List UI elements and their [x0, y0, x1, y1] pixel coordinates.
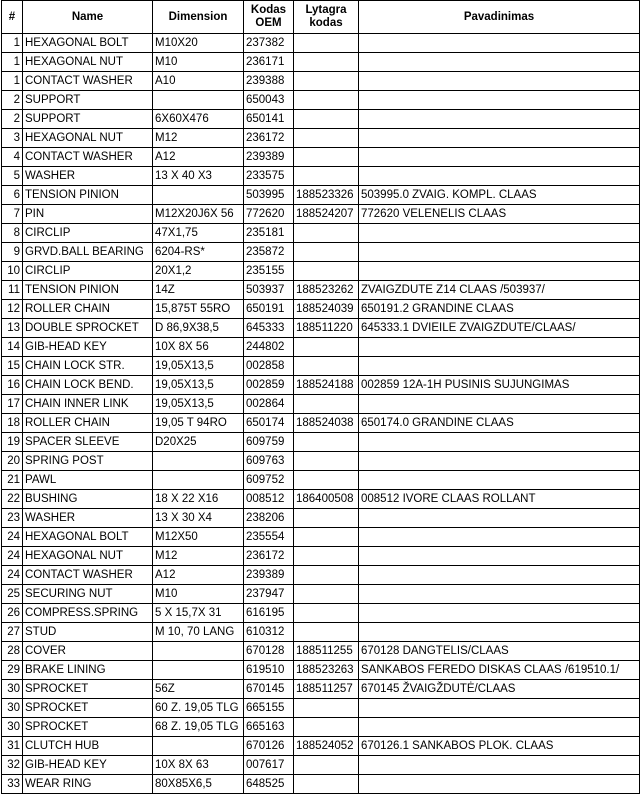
cell-pavadinimas: [359, 756, 640, 775]
table-row: [2, 262, 640, 281]
cell-name: SECURING NUT: [23, 585, 153, 604]
cell-dimension: M10: [153, 585, 244, 604]
cell-oem: 239388: [244, 72, 294, 91]
cell-oem: 610312: [244, 623, 294, 642]
cell-oem: 002864: [244, 395, 294, 414]
cell-name: BUSHING: [23, 490, 153, 509]
cell-dimension: 80X85X6,5: [153, 775, 244, 794]
cell-lytagra: [294, 53, 359, 72]
cell-oem: 239389: [244, 566, 294, 585]
cell-name: SPROCKET: [23, 680, 153, 699]
table-row: [2, 471, 640, 490]
cell-oem: 670128: [244, 642, 294, 661]
cell-oem: 650141: [244, 110, 294, 129]
table-row: [2, 300, 640, 319]
cell-dimension: 10X 8X 63: [153, 756, 244, 775]
table-row: [2, 72, 640, 91]
cell-num: 5: [2, 167, 23, 186]
cell-name: BRAKE LINING: [23, 661, 153, 680]
cell-name: HEXAGONAL NUT: [23, 547, 153, 566]
cell-pavadinimas: 670145 ŽVAIGŽDUTĖ/CLAAS: [359, 680, 640, 699]
cell-dimension: 47X1,75: [153, 224, 244, 243]
cell-num: 30: [2, 699, 23, 718]
cell-pavadinimas: [359, 110, 640, 129]
cell-num: 22: [2, 490, 23, 509]
cell-num: 18: [2, 414, 23, 433]
cell-oem: 670145: [244, 680, 294, 699]
cell-name: ROLLER CHAIN: [23, 300, 153, 319]
cell-pavadinimas: [359, 224, 640, 243]
cell-lytagra: [294, 148, 359, 167]
cell-oem: 233575: [244, 167, 294, 186]
cell-num: 24: [2, 528, 23, 547]
cell-name: STUD: [23, 623, 153, 642]
cell-name: CLUTCH HUB: [23, 737, 153, 756]
cell-dimension: M10: [153, 53, 244, 72]
table-row: [2, 452, 640, 471]
table-row: [2, 376, 640, 395]
cell-lytagra: 188524207: [294, 205, 359, 224]
cell-lytagra: 188524188: [294, 376, 359, 395]
cell-name: CONTACT WASHER: [23, 566, 153, 585]
cell-lytagra: [294, 129, 359, 148]
table-row: [2, 148, 640, 167]
cell-oem: 235872: [244, 243, 294, 262]
cell-num: 13: [2, 319, 23, 338]
cell-dimension: [153, 91, 244, 110]
cell-lytagra: [294, 623, 359, 642]
cell-pavadinimas: 772620 VELENELIS CLAAS: [359, 205, 640, 224]
cell-lytagra: [294, 395, 359, 414]
cell-num: 32: [2, 756, 23, 775]
cell-lytagra: [294, 528, 359, 547]
cell-oem: 609759: [244, 433, 294, 452]
cell-lytagra: 186400508: [294, 490, 359, 509]
table-row: [2, 395, 640, 414]
cell-name: HEXAGONAL BOLT: [23, 34, 153, 53]
table-row: [2, 205, 640, 224]
cell-pavadinimas: 650174.0 GRANDINE CLAAS: [359, 414, 640, 433]
cell-oem: 237382: [244, 34, 294, 53]
cell-lytagra: 188511255: [294, 642, 359, 661]
table-row: [2, 528, 640, 547]
table-row: [2, 34, 640, 53]
cell-dimension: 13 X 40 X3: [153, 167, 244, 186]
cell-num: 23: [2, 509, 23, 528]
cell-dimension: 5 X 15,7X 31: [153, 604, 244, 623]
table-row: [2, 604, 640, 623]
cell-lytagra: [294, 604, 359, 623]
cell-dimension: [153, 642, 244, 661]
cell-num: 16: [2, 376, 23, 395]
cell-lytagra: [294, 452, 359, 471]
cell-pavadinimas: [359, 357, 640, 376]
cell-num: 33: [2, 775, 23, 794]
cell-pavadinimas: 503995.0 ZVAIG. KOMPL. CLAAS: [359, 186, 640, 205]
cell-dimension: 19,05X13,5: [153, 395, 244, 414]
cell-num: 15: [2, 357, 23, 376]
cell-pavadinimas: [359, 243, 640, 262]
cell-oem: 648525: [244, 775, 294, 794]
cell-dimension: 20X1,2: [153, 262, 244, 281]
cell-dimension: 10X 8X 56: [153, 338, 244, 357]
cell-num: 1: [2, 53, 23, 72]
cell-pavadinimas: 670128 DANGTELIS/CLAAS: [359, 642, 640, 661]
cell-dimension: A10: [153, 72, 244, 91]
cell-num: 7: [2, 205, 23, 224]
cell-num: 29: [2, 661, 23, 680]
cell-pavadinimas: [359, 471, 640, 490]
cell-name: SPRING POST: [23, 452, 153, 471]
cell-oem: 002858: [244, 357, 294, 376]
cell-pavadinimas: [359, 623, 640, 642]
cell-num: 1: [2, 72, 23, 91]
cell-name: CIRCLIP: [23, 262, 153, 281]
cell-pavadinimas: [359, 129, 640, 148]
cell-pavadinimas: [359, 585, 640, 604]
cell-dimension: 14Z: [153, 281, 244, 300]
cell-pavadinimas: [359, 91, 640, 110]
cell-name: CHAIN LOCK STR.: [23, 357, 153, 376]
header-row: [2, 1, 640, 34]
table-row: [2, 718, 640, 737]
header-dimension: Dimension: [153, 1, 244, 34]
cell-oem: 616195: [244, 604, 294, 623]
cell-name: HEXAGONAL BOLT: [23, 528, 153, 547]
table-row: [2, 53, 640, 72]
cell-dimension: 18 X 22 X16: [153, 490, 244, 509]
cell-dimension: M12: [153, 129, 244, 148]
cell-lytagra: 188523263: [294, 661, 359, 680]
cell-oem: 503937: [244, 281, 294, 300]
cell-pavadinimas: 670126.1 SANKABOS PLOK. CLAAS: [359, 737, 640, 756]
cell-oem: 244802: [244, 338, 294, 357]
cell-oem: 236171: [244, 53, 294, 72]
table-row: [2, 91, 640, 110]
cell-dimension: A12: [153, 566, 244, 585]
cell-oem: 002859: [244, 376, 294, 395]
cell-lytagra: [294, 34, 359, 53]
cell-dimension: 19,05X13,5: [153, 357, 244, 376]
cell-num: 4: [2, 148, 23, 167]
cell-pavadinimas: 002859 12A-1H PUSINIS SUJUNGIMAS: [359, 376, 640, 395]
cell-pavadinimas: [359, 433, 640, 452]
cell-dimension: [153, 737, 244, 756]
cell-name: SUPPORT: [23, 110, 153, 129]
table-row: [2, 243, 640, 262]
table-row: [2, 490, 640, 509]
cell-num: 8: [2, 224, 23, 243]
table-row: [2, 509, 640, 528]
cell-oem: 650043: [244, 91, 294, 110]
cell-dimension: 13 X 30 X4: [153, 509, 244, 528]
cell-name: SUPPORT: [23, 91, 153, 110]
cell-dimension: 6X60X476: [153, 110, 244, 129]
cell-dimension: D20X25: [153, 433, 244, 452]
cell-lytagra: [294, 433, 359, 452]
cell-name: GRVD.BALL BEARING: [23, 243, 153, 262]
cell-pavadinimas: [359, 604, 640, 623]
cell-lytagra: 188524038: [294, 414, 359, 433]
cell-num: 30: [2, 680, 23, 699]
table-row: [2, 357, 640, 376]
cell-num: 30: [2, 718, 23, 737]
cell-oem: 008512: [244, 490, 294, 509]
cell-name: GIB-HEAD KEY: [23, 756, 153, 775]
cell-oem: 650174: [244, 414, 294, 433]
table-row: [2, 547, 640, 566]
cell-lytagra: [294, 509, 359, 528]
cell-num: 10: [2, 262, 23, 281]
cell-lytagra: 188511257: [294, 680, 359, 699]
cell-pavadinimas: [359, 148, 640, 167]
cell-lytagra: [294, 338, 359, 357]
table-row: [2, 224, 640, 243]
cell-pavadinimas: 008512 IVORE CLAAS ROLLANT: [359, 490, 640, 509]
cell-lytagra: [294, 699, 359, 718]
cell-oem: 503995: [244, 186, 294, 205]
cell-lytagra: 188523262: [294, 281, 359, 300]
cell-pavadinimas: [359, 167, 640, 186]
cell-num: 31: [2, 737, 23, 756]
cell-lytagra: [294, 471, 359, 490]
cell-oem: 239389: [244, 148, 294, 167]
cell-lytagra: [294, 718, 359, 737]
cell-pavadinimas: [359, 509, 640, 528]
cell-name: PIN: [23, 205, 153, 224]
cell-oem: 235554: [244, 528, 294, 547]
cell-num: 2: [2, 110, 23, 129]
cell-dimension: M 10, 70 LANG: [153, 623, 244, 642]
cell-dimension: M12X20J6X 56: [153, 205, 244, 224]
cell-num: 17: [2, 395, 23, 414]
cell-num: 19: [2, 433, 23, 452]
cell-lytagra: [294, 262, 359, 281]
cell-oem: 619510: [244, 661, 294, 680]
table-row: [2, 414, 640, 433]
cell-oem: 665163: [244, 718, 294, 737]
cell-name: SPROCKET: [23, 718, 153, 737]
cell-name: COMPRESS.SPRING: [23, 604, 153, 623]
header-num: #: [2, 1, 23, 34]
cell-num: 14: [2, 338, 23, 357]
cell-num: 2: [2, 91, 23, 110]
cell-lytagra: [294, 224, 359, 243]
cell-name: TENSION PINION: [23, 186, 153, 205]
cell-name: DOUBLE SPROCKET: [23, 319, 153, 338]
cell-lytagra: 188524052: [294, 737, 359, 756]
table-row: [2, 433, 640, 452]
cell-lytagra: [294, 775, 359, 794]
cell-lytagra: 188523326: [294, 186, 359, 205]
cell-dimension: 68 Z. 19,05 TLG: [153, 718, 244, 737]
cell-pavadinimas: [359, 34, 640, 53]
table-row: [2, 186, 640, 205]
cell-dimension: M10X20: [153, 34, 244, 53]
cell-pavadinimas: [359, 338, 640, 357]
cell-dimension: 56Z: [153, 680, 244, 699]
cell-oem: 609763: [244, 452, 294, 471]
cell-name: CHAIN LOCK BEND.: [23, 376, 153, 395]
table-row: [2, 623, 640, 642]
cell-name: TENSION PINION: [23, 281, 153, 300]
cell-num: 25: [2, 585, 23, 604]
cell-name: PAWL: [23, 471, 153, 490]
parts-table: [1, 0, 640, 794]
cell-pavadinimas: [359, 547, 640, 566]
cell-num: 3: [2, 129, 23, 148]
header-lytagra: Lytagra kodas: [294, 1, 359, 34]
cell-pavadinimas: [359, 775, 640, 794]
table-row: [2, 661, 640, 680]
cell-num: 24: [2, 547, 23, 566]
cell-num: 21: [2, 471, 23, 490]
cell-name: COVER: [23, 642, 153, 661]
table-row: [2, 167, 640, 186]
cell-lytagra: [294, 167, 359, 186]
cell-num: 12: [2, 300, 23, 319]
table-row: [2, 129, 640, 148]
cell-dimension: [153, 452, 244, 471]
cell-pavadinimas: ZVAIGZDUTE Z14 CLAAS /503937/: [359, 281, 640, 300]
table-row: [2, 680, 640, 699]
cell-name: CONTACT WASHER: [23, 148, 153, 167]
cell-name: GIB-HEAD KEY: [23, 338, 153, 357]
cell-pavadinimas: [359, 72, 640, 91]
cell-num: 1: [2, 34, 23, 53]
cell-dimension: 15,875T 55RO: [153, 300, 244, 319]
cell-pavadinimas: [359, 699, 640, 718]
table-row: [2, 281, 640, 300]
table-row: [2, 775, 640, 794]
cell-name: SPACER SLEEVE: [23, 433, 153, 452]
cell-oem: 235181: [244, 224, 294, 243]
cell-num: 24: [2, 566, 23, 585]
cell-name: ROLLER CHAIN: [23, 414, 153, 433]
cell-pavadinimas: [359, 262, 640, 281]
cell-num: 27: [2, 623, 23, 642]
table-row: [2, 756, 640, 775]
cell-num: 20: [2, 452, 23, 471]
table-row: [2, 585, 640, 604]
header-pavadinimas: Pavadinimas: [359, 1, 640, 34]
cell-dimension: M12X50: [153, 528, 244, 547]
cell-oem: 007617: [244, 756, 294, 775]
cell-dimension: D 86,9X38,5: [153, 319, 244, 338]
cell-pavadinimas: [359, 566, 640, 585]
cell-pavadinimas: SANKABOS FEREDO DISKAS CLAAS /619510.1/: [359, 661, 640, 680]
cell-pavadinimas: [359, 718, 640, 737]
cell-oem: 645333: [244, 319, 294, 338]
cell-num: 6: [2, 186, 23, 205]
cell-name: CIRCLIP: [23, 224, 153, 243]
header-oem: Kodas OEM: [244, 1, 294, 34]
cell-lytagra: 188511220: [294, 319, 359, 338]
table-row: [2, 699, 640, 718]
cell-oem: 609752: [244, 471, 294, 490]
table-row: [2, 110, 640, 129]
cell-oem: 772620: [244, 205, 294, 224]
header-name: Name: [23, 1, 153, 34]
cell-lytagra: [294, 585, 359, 604]
cell-pavadinimas: [359, 452, 640, 471]
cell-lytagra: [294, 756, 359, 775]
cell-oem: 665155: [244, 699, 294, 718]
cell-oem: 235155: [244, 262, 294, 281]
table-row: [2, 338, 640, 357]
cell-pavadinimas: 650191.2 GRANDINE CLAAS: [359, 300, 640, 319]
cell-dimension: A12: [153, 148, 244, 167]
cell-pavadinimas: [359, 528, 640, 547]
cell-oem: 236172: [244, 547, 294, 566]
cell-dimension: 6204-RS*: [153, 243, 244, 262]
cell-oem: 650191: [244, 300, 294, 319]
cell-oem: 237947: [244, 585, 294, 604]
cell-lytagra: [294, 110, 359, 129]
cell-dimension: M12: [153, 547, 244, 566]
cell-dimension: 19,05X13,5: [153, 376, 244, 395]
cell-dimension: [153, 471, 244, 490]
table-row: [2, 319, 640, 338]
cell-name: WEAR RING: [23, 775, 153, 794]
cell-lytagra: 188524039: [294, 300, 359, 319]
cell-name: SPROCKET: [23, 699, 153, 718]
cell-name: CHAIN INNER LINK: [23, 395, 153, 414]
table-row: [2, 642, 640, 661]
cell-name: WASHER: [23, 509, 153, 528]
cell-lytagra: [294, 547, 359, 566]
cell-pavadinimas: [359, 53, 640, 72]
cell-lytagra: [294, 357, 359, 376]
table-row: [2, 566, 640, 585]
cell-num: 26: [2, 604, 23, 623]
cell-lytagra: [294, 72, 359, 91]
cell-name: HEXAGONAL NUT: [23, 53, 153, 72]
cell-pavadinimas: [359, 395, 640, 414]
table-row: [2, 737, 640, 756]
table-body: [2, 34, 640, 794]
cell-name: HEXAGONAL NUT: [23, 129, 153, 148]
cell-num: 28: [2, 642, 23, 661]
cell-dimension: 19,05 T 94RO: [153, 414, 244, 433]
cell-dimension: [153, 186, 244, 205]
cell-lytagra: [294, 243, 359, 262]
cell-num: 9: [2, 243, 23, 262]
cell-oem: 238206: [244, 509, 294, 528]
cell-name: CONTACT WASHER: [23, 72, 153, 91]
cell-oem: 236172: [244, 129, 294, 148]
cell-pavadinimas: 645333.1 DVIEILE ZVAIGZDUTE/CLAAS/: [359, 319, 640, 338]
cell-name: WASHER: [23, 167, 153, 186]
cell-num: 11: [2, 281, 23, 300]
cell-oem: 670126: [244, 737, 294, 756]
cell-lytagra: [294, 566, 359, 585]
cell-dimension: [153, 661, 244, 680]
cell-dimension: 60 Z. 19,05 TLG: [153, 699, 244, 718]
cell-lytagra: [294, 91, 359, 110]
